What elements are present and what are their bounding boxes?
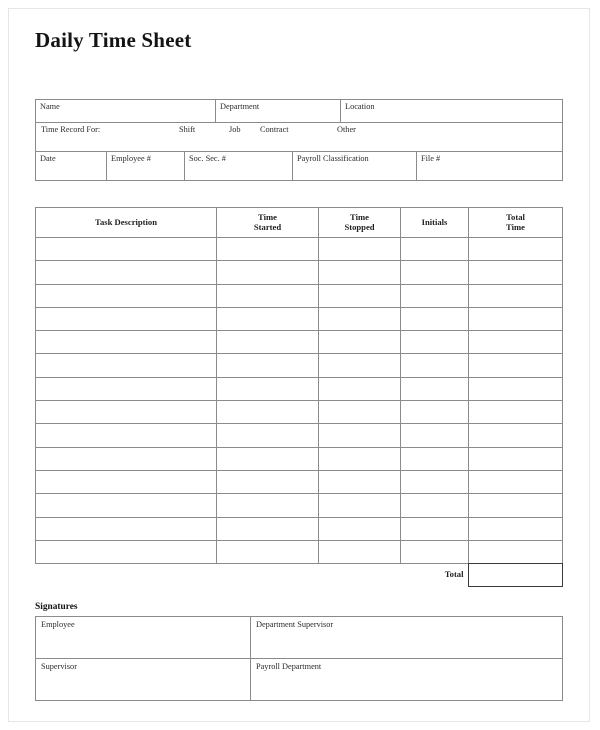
- initials-cell[interactable]: [401, 284, 469, 307]
- time-started-cell[interactable]: [217, 377, 319, 400]
- time-stopped-header-line2: Stopped: [344, 222, 375, 232]
- initials-cell[interactable]: [401, 401, 469, 424]
- initials-cell[interactable]: [401, 470, 469, 493]
- location-label: Location: [345, 102, 375, 111]
- payroll-classification-field[interactable]: [293, 152, 417, 181]
- table-row: [36, 354, 563, 377]
- total-time-cell[interactable]: [469, 447, 563, 470]
- total-time-cell[interactable]: [469, 331, 563, 354]
- initials-cell[interactable]: [401, 540, 469, 563]
- total-time-cell[interactable]: [469, 494, 563, 517]
- time-stopped-cell[interactable]: [319, 238, 401, 261]
- file-number-field[interactable]: [417, 152, 563, 181]
- time-started-cell[interactable]: [217, 470, 319, 493]
- time-started-cell[interactable]: [217, 307, 319, 330]
- file-number-label: File #: [421, 154, 441, 163]
- total-value-box[interactable]: [468, 564, 562, 587]
- signature-employee-field[interactable]: [36, 617, 251, 659]
- task-description-cell[interactable]: [36, 517, 217, 540]
- time-stopped-cell[interactable]: [319, 424, 401, 447]
- table-row: [36, 540, 563, 563]
- time-stopped-cell[interactable]: [319, 447, 401, 470]
- task-description-cell[interactable]: [36, 401, 217, 424]
- time-stopped-header-line1: Time: [350, 211, 369, 222]
- task-description-cell[interactable]: [36, 284, 217, 307]
- initials-cell[interactable]: [401, 261, 469, 284]
- employee-number-field[interactable]: [107, 152, 185, 181]
- table-row: [36, 152, 563, 181]
- time-stopped-cell[interactable]: [319, 540, 401, 563]
- total-time-cell[interactable]: [469, 307, 563, 330]
- time-stopped-cell[interactable]: [319, 401, 401, 424]
- time-entry-table: [35, 207, 563, 564]
- signature-department-supervisor-label: Department Supervisor: [256, 620, 334, 629]
- department-field[interactable]: [216, 100, 341, 123]
- total-label: Total: [444, 569, 464, 580]
- time-started-cell[interactable]: [217, 494, 319, 517]
- table-row: [36, 659, 563, 701]
- time-stopped-cell[interactable]: [319, 284, 401, 307]
- time-stopped-cell[interactable]: [319, 261, 401, 284]
- date-field[interactable]: [36, 152, 107, 181]
- task-description-cell[interactable]: [36, 307, 217, 330]
- total-spacer-1: [35, 564, 216, 587]
- table-row: [36, 470, 563, 493]
- total-time-cell[interactable]: [469, 540, 563, 563]
- time-stopped-cell[interactable]: [319, 354, 401, 377]
- date-label: Date: [40, 154, 56, 163]
- total-spacer-2: [216, 564, 318, 587]
- total-time-cell[interactable]: [469, 401, 563, 424]
- initials-cell[interactable]: [401, 331, 469, 354]
- initials-cell[interactable]: [401, 307, 469, 330]
- table-row: [36, 284, 563, 307]
- option-shift[interactable]: Shift: [179, 125, 196, 134]
- task-description-cell[interactable]: [36, 238, 217, 261]
- table-row: [36, 617, 563, 659]
- total-time-cell[interactable]: [469, 354, 563, 377]
- initials-cell[interactable]: [401, 494, 469, 517]
- task-description-cell[interactable]: [36, 354, 217, 377]
- time-stopped-cell[interactable]: [319, 517, 401, 540]
- name-field[interactable]: [36, 100, 216, 123]
- table-row: [36, 331, 563, 354]
- task-description-cell[interactable]: [36, 540, 217, 563]
- initials-cell[interactable]: [401, 238, 469, 261]
- task-description-cell[interactable]: [36, 261, 217, 284]
- table-row: [36, 100, 563, 123]
- time-started-cell[interactable]: [217, 447, 319, 470]
- task-description-cell[interactable]: [36, 447, 217, 470]
- time-started-header-line2: Started: [253, 222, 282, 232]
- time-stopped-cell[interactable]: [319, 494, 401, 517]
- column-header-time-started: [217, 208, 319, 238]
- location-field[interactable]: [341, 100, 563, 123]
- table-row: [36, 424, 563, 447]
- time-started-cell[interactable]: [217, 331, 319, 354]
- total-time-cell[interactable]: [469, 424, 563, 447]
- table-row: [36, 447, 563, 470]
- total-time-header-line2: Time: [506, 222, 525, 232]
- signature-payroll-department-field[interactable]: [251, 659, 563, 701]
- time-stopped-cell[interactable]: [319, 331, 401, 354]
- time-record-for-label: Time Record For:: [41, 125, 101, 134]
- initials-cell[interactable]: [401, 377, 469, 400]
- signature-supervisor-field[interactable]: [36, 659, 251, 701]
- total-row: [35, 563, 563, 587]
- total-time-cell[interactable]: [469, 377, 563, 400]
- time-started-cell[interactable]: [217, 284, 319, 307]
- table-row: [36, 307, 563, 330]
- total-time-cell[interactable]: [469, 517, 563, 540]
- total-time-cell[interactable]: [469, 238, 563, 261]
- column-header-initials: [401, 208, 469, 238]
- time-stopped-cell[interactable]: [319, 470, 401, 493]
- time-started-cell[interactable]: [217, 238, 319, 261]
- soc-sec-number-label: Soc. Sec. #: [189, 154, 226, 163]
- time-started-header-line1: Time: [258, 211, 277, 222]
- task-description-cell[interactable]: [36, 331, 217, 354]
- signature-payroll-department-label: Payroll Department: [256, 662, 322, 671]
- initials-cell[interactable]: [401, 447, 469, 470]
- total-time-cell[interactable]: [469, 261, 563, 284]
- table-row: [36, 517, 563, 540]
- table-row: [36, 123, 563, 152]
- task-description-cell[interactable]: [36, 494, 217, 517]
- option-contract[interactable]: Contract: [260, 125, 289, 134]
- soc-sec-number-field[interactable]: [185, 152, 293, 181]
- initials-header-text: Initials: [421, 216, 448, 227]
- table-row: [36, 377, 563, 400]
- signature-department-supervisor-field[interactable]: [251, 617, 563, 659]
- task-description-header-text: Task Description: [95, 216, 157, 227]
- time-started-cell[interactable]: [217, 261, 319, 284]
- table-row: [36, 494, 563, 517]
- table-row: [36, 261, 563, 284]
- total-time-header-line1: Total: [506, 211, 525, 222]
- initials-cell[interactable]: [401, 517, 469, 540]
- time-started-cell[interactable]: [217, 401, 319, 424]
- payroll-classification-label: Payroll Classification: [297, 154, 369, 163]
- initials-cell[interactable]: [401, 354, 469, 377]
- employee-number-label: Employee #: [111, 154, 151, 163]
- time-record-for-field[interactable]: [36, 123, 563, 152]
- department-label: Department: [220, 102, 260, 111]
- option-job[interactable]: Job: [229, 125, 241, 134]
- time-entry-rows: [36, 238, 563, 564]
- payroll-info-table: [35, 151, 563, 181]
- task-description-cell[interactable]: [36, 424, 217, 447]
- initials-cell[interactable]: [401, 424, 469, 447]
- option-other[interactable]: Other: [337, 125, 356, 134]
- signatures-heading: Signatures: [35, 602, 78, 612]
- task-description-cell[interactable]: [36, 470, 217, 493]
- time-stopped-cell[interactable]: [319, 307, 401, 330]
- task-description-cell[interactable]: [36, 377, 217, 400]
- table-row: [36, 238, 563, 261]
- total-spacer-3: [318, 564, 400, 587]
- time-stopped-cell[interactable]: [319, 377, 401, 400]
- total-time-cell[interactable]: [469, 470, 563, 493]
- column-header-total-time: [469, 208, 563, 238]
- employee-info-table: [35, 99, 563, 152]
- column-header-time-stopped: [319, 208, 401, 238]
- name-label: Name: [40, 102, 60, 111]
- signatures-table: [35, 616, 563, 701]
- page-title: Daily Time Sheet: [35, 28, 192, 52]
- total-time-cell[interactable]: [469, 284, 563, 307]
- table-row: [36, 401, 563, 424]
- signature-supervisor-label: Supervisor: [41, 662, 77, 671]
- column-header-task-description: [36, 208, 217, 238]
- signature-employee-label: Employee: [41, 620, 75, 629]
- time-started-cell[interactable]: [217, 517, 319, 540]
- time-started-cell[interactable]: [217, 354, 319, 377]
- table-row: [35, 564, 562, 587]
- table-header-row: [36, 208, 563, 238]
- time-started-cell[interactable]: [217, 540, 319, 563]
- time-started-cell[interactable]: [217, 424, 319, 447]
